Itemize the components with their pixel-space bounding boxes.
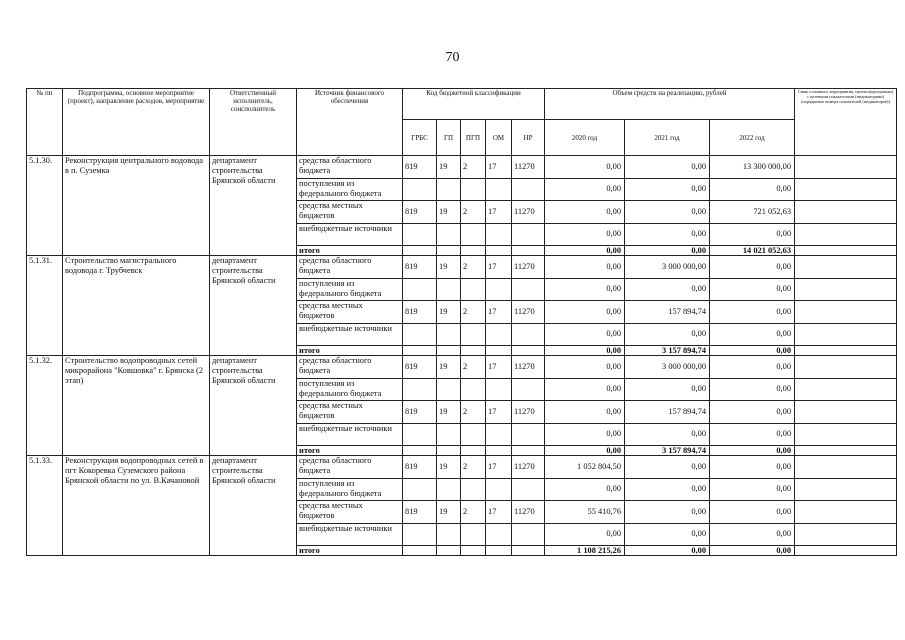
code-np: 11270: [512, 401, 545, 424]
value-y2021: 0,00: [625, 223, 710, 246]
code-om: 17: [486, 301, 512, 324]
code-gp-empty: [437, 346, 461, 356]
code-gp: [437, 423, 461, 446]
link-cell: [795, 223, 897, 246]
total-y2021: 3 157 894,74: [625, 446, 710, 456]
code-grbs-empty: [403, 246, 437, 256]
project-responsible: департамент строительства Брянской области: [210, 156, 297, 256]
code-grbs: [403, 478, 437, 501]
value-y2022: 0,00: [710, 301, 795, 324]
value-y2022: 0,00: [710, 423, 795, 446]
source-total: итого: [297, 246, 403, 256]
value-y2020: 0,00: [545, 323, 625, 346]
code-om-empty: [486, 346, 512, 356]
total-y2022: 14 021 052,63: [710, 246, 795, 256]
code-np-empty: [512, 246, 545, 256]
code-np: 11270: [512, 301, 545, 324]
code-pgp: [461, 523, 486, 546]
link-cell: [795, 378, 897, 401]
code-pgp: 2: [461, 201, 486, 224]
code-om: [486, 178, 512, 201]
header-2020: 2020 год: [545, 120, 625, 156]
code-pgp: 2: [461, 301, 486, 324]
value-y2022: 0,00: [710, 178, 795, 201]
code-gp: [437, 178, 461, 201]
project-responsible: департамент строительства Брянской области: [210, 256, 297, 356]
link-cell: [795, 478, 897, 501]
code-pgp-empty: [461, 546, 486, 556]
code-gp-empty: [437, 546, 461, 556]
source-total: итого: [297, 346, 403, 356]
value-y2020: 0,00: [545, 356, 625, 379]
code-om: [486, 378, 512, 401]
project-number: 5.1.30.: [27, 156, 63, 256]
code-pgp-empty: [461, 346, 486, 356]
code-gp: 19: [437, 356, 461, 379]
code-grbs-empty: [403, 546, 437, 556]
table-row: [27, 156, 897, 179]
header-volume: Объем средств на реализацию, рублей: [545, 89, 795, 120]
code-gp: [437, 323, 461, 346]
value-y2020: 0,00: [545, 378, 625, 401]
code-pgp-empty: [461, 246, 486, 256]
table-row: [27, 256, 897, 279]
code-om: 17: [486, 501, 512, 524]
code-np: 11270: [512, 201, 545, 224]
link-cell: [795, 401, 897, 424]
code-gp: [437, 523, 461, 546]
code-om: 17: [486, 401, 512, 424]
code-grbs: 819: [403, 456, 437, 479]
value-y2021: 0,00: [625, 523, 710, 546]
code-om-empty: [486, 446, 512, 456]
code-grbs: 819: [403, 156, 437, 179]
code-pgp: [461, 178, 486, 201]
value-y2021: 157 894,74: [625, 401, 710, 424]
header-budget-code: Код бюджетной классификации: [403, 89, 545, 120]
code-om: [486, 478, 512, 501]
value-y2021: 0,00: [625, 378, 710, 401]
table-row: [27, 456, 897, 479]
source-total: итого: [297, 546, 403, 556]
value-y2021: 0,00: [625, 501, 710, 524]
code-om: 17: [486, 456, 512, 479]
project-number: 5.1.33.: [27, 456, 63, 556]
code-np: [512, 278, 545, 301]
value-y2020: 0,00: [545, 156, 625, 179]
code-gp-empty: [437, 446, 461, 456]
value-y2022: 0,00: [710, 278, 795, 301]
link-cell: [795, 446, 897, 456]
code-np: 11270: [512, 356, 545, 379]
code-pgp: [461, 278, 486, 301]
source-regional: средства областного бюджета: [297, 456, 403, 479]
value-y2021: 0,00: [625, 178, 710, 201]
code-grbs: 819: [403, 301, 437, 324]
header-np: НР: [512, 120, 545, 156]
code-gp: 19: [437, 301, 461, 324]
code-grbs: 819: [403, 201, 437, 224]
code-pgp: 2: [461, 356, 486, 379]
header-pgp: ПГП: [461, 120, 486, 156]
value-y2021: 0,00: [625, 201, 710, 224]
code-pgp: [461, 378, 486, 401]
value-y2020: 0,00: [545, 478, 625, 501]
code-gp: [437, 223, 461, 246]
page-number: 70: [445, 50, 460, 65]
project-name: Реконструкция центрального водовода в п. Суземка: [63, 156, 210, 256]
value-y2020: 0,00: [545, 523, 625, 546]
header-link: Связь основного мероприятия, проекта(программы) с целевыми показателями (индикаторами) (порядковые номера показателей (индикаторов)): [795, 89, 897, 156]
table-row: [27, 356, 897, 379]
code-pgp: 2: [461, 456, 486, 479]
code-gp: [437, 278, 461, 301]
code-np: [512, 223, 545, 246]
code-om: [486, 223, 512, 246]
total-y2020: 0,00: [545, 446, 625, 456]
value-y2022: 0,00: [710, 356, 795, 379]
header-responsible: Ответственный исполнитель, соисполнитель: [210, 89, 297, 156]
value-y2020: 0,00: [545, 301, 625, 324]
source-federal: поступления из федерального бюджета: [297, 378, 403, 401]
total-y2021: 0,00: [625, 246, 710, 256]
code-om: 17: [486, 356, 512, 379]
source-federal: поступления из федерального бюджета: [297, 478, 403, 501]
source-offbudget: внебюджетные источники: [297, 523, 403, 546]
code-np: 11270: [512, 156, 545, 179]
header-om: ОМ: [486, 120, 512, 156]
code-pgp-empty: [461, 446, 486, 456]
total-y2020: 1 108 215,26: [545, 546, 625, 556]
code-gp: 19: [437, 501, 461, 524]
value-y2021: 0,00: [625, 278, 710, 301]
source-regional: средства областного бюджета: [297, 256, 403, 279]
value-y2021: 0,00: [625, 156, 710, 179]
table-body: [27, 156, 897, 556]
code-pgp: [461, 223, 486, 246]
header-no: № пп: [27, 89, 63, 156]
project-name: Реконструкция водопроводных сетей в пгт Кокоревка Суземского района Брянской области по ул. В.Качановой: [63, 456, 210, 556]
project-number: 5.1.32.: [27, 356, 63, 456]
source-local: средства местных бюджетов: [297, 401, 403, 424]
value-y2022: 0,00: [710, 378, 795, 401]
source-regional: средства областного бюджета: [297, 156, 403, 179]
code-grbs: 819: [403, 401, 437, 424]
value-y2020: 55 410,76: [545, 501, 625, 524]
code-grbs: [403, 178, 437, 201]
code-pgp: 2: [461, 501, 486, 524]
code-np-empty: [512, 546, 545, 556]
code-pgp: 2: [461, 156, 486, 179]
code-gp: [437, 378, 461, 401]
link-cell: [795, 346, 897, 356]
value-y2022: 0,00: [710, 523, 795, 546]
code-np: 11270: [512, 501, 545, 524]
code-pgp: 2: [461, 256, 486, 279]
financing-table: [26, 88, 897, 556]
code-grbs: [403, 378, 437, 401]
code-om: [486, 523, 512, 546]
code-pgp: [461, 478, 486, 501]
code-gp: 19: [437, 456, 461, 479]
value-y2022: 0,00: [710, 478, 795, 501]
link-cell: [795, 156, 897, 179]
source-federal: поступления из федерального бюджета: [297, 178, 403, 201]
total-y2021: 3 157 894,74: [625, 346, 710, 356]
value-y2020: 0,00: [545, 278, 625, 301]
value-y2020: 0,00: [545, 423, 625, 446]
code-om: [486, 278, 512, 301]
total-y2020: 0,00: [545, 246, 625, 256]
code-om-empty: [486, 246, 512, 256]
link-cell: [795, 246, 897, 256]
code-om: 17: [486, 156, 512, 179]
link-cell: [795, 423, 897, 446]
project-name: Строительство магистрального водовода г. Трубчевск: [63, 256, 210, 356]
total-y2021: 0,00: [625, 546, 710, 556]
value-y2021: 3 000 000,00: [625, 356, 710, 379]
value-y2020: 0,00: [545, 401, 625, 424]
link-cell: [795, 256, 897, 279]
code-grbs-empty: [403, 446, 437, 456]
code-om: [486, 323, 512, 346]
link-cell: [795, 546, 897, 556]
source-offbudget: внебюджетные источники: [297, 323, 403, 346]
source-offbudget: внебюджетные источники: [297, 223, 403, 246]
link-cell: [795, 323, 897, 346]
source-offbudget: внебюджетные источники: [297, 423, 403, 446]
value-y2020: 0,00: [545, 223, 625, 246]
project-responsible: департамент строительства Брянской области: [210, 456, 297, 556]
code-np: [512, 523, 545, 546]
link-cell: [795, 178, 897, 201]
code-gp: 19: [437, 401, 461, 424]
code-grbs: [403, 523, 437, 546]
code-grbs: 819: [403, 256, 437, 279]
link-cell: [795, 523, 897, 546]
value-y2022: 0,00: [710, 501, 795, 524]
value-y2021: 3 000 000,00: [625, 256, 710, 279]
value-y2021: 0,00: [625, 456, 710, 479]
value-y2022: 0,00: [710, 223, 795, 246]
header-subprogram: Подпрограмма, основное мероприятие (проект), направление расходов, мероприятие: [63, 89, 210, 156]
link-cell: [795, 278, 897, 301]
code-gp: 19: [437, 256, 461, 279]
code-grbs-empty: [403, 346, 437, 356]
value-y2021: 157 894,74: [625, 301, 710, 324]
value-y2020: 0,00: [545, 201, 625, 224]
code-gp: 19: [437, 156, 461, 179]
header-2022: 2022 год: [710, 120, 795, 156]
value-y2021: 0,00: [625, 478, 710, 501]
value-y2021: 0,00: [625, 423, 710, 446]
code-np-empty: [512, 446, 545, 456]
code-grbs: [403, 323, 437, 346]
project-number: 5.1.31.: [27, 256, 63, 356]
code-np: 11270: [512, 256, 545, 279]
value-y2020: 0,00: [545, 256, 625, 279]
value-y2022: 721 052,63: [710, 201, 795, 224]
value-y2022: 13 300 000,00: [710, 156, 795, 179]
value-y2022: 0,00: [710, 456, 795, 479]
header-gp: ГП: [437, 120, 461, 156]
code-om: 17: [486, 256, 512, 279]
link-cell: [795, 301, 897, 324]
code-pgp: [461, 323, 486, 346]
source-regional: средства областного бюджета: [297, 356, 403, 379]
code-grbs: [403, 278, 437, 301]
total-y2022: 0,00: [710, 346, 795, 356]
code-np: [512, 378, 545, 401]
code-grbs: [403, 223, 437, 246]
code-np: 11270: [512, 456, 545, 479]
link-cell: [795, 201, 897, 224]
value-y2021: 0,00: [625, 323, 710, 346]
link-cell: [795, 456, 897, 479]
code-grbs: [403, 423, 437, 446]
source-local: средства местных бюджетов: [297, 301, 403, 324]
code-om-empty: [486, 546, 512, 556]
code-grbs: 819: [403, 356, 437, 379]
code-gp-empty: [437, 246, 461, 256]
source-federal: поступления из федерального бюджета: [297, 278, 403, 301]
total-y2022: 0,00: [710, 446, 795, 456]
code-pgp: [461, 423, 486, 446]
code-np: [512, 323, 545, 346]
header-grbs: ГРБС: [403, 120, 437, 156]
code-np: [512, 178, 545, 201]
value-y2020: 0,00: [545, 178, 625, 201]
code-pgp: 2: [461, 401, 486, 424]
code-grbs: 819: [403, 501, 437, 524]
header-source: Источник финансового обеспечения: [297, 89, 403, 156]
link-cell: [795, 356, 897, 379]
value-y2022: 0,00: [710, 401, 795, 424]
link-cell: [795, 501, 897, 524]
project-responsible: департамент строительства Брянской области: [210, 356, 297, 456]
value-y2022: 0,00: [710, 323, 795, 346]
code-np: [512, 478, 545, 501]
total-y2022: 0,00: [710, 546, 795, 556]
code-gp: 19: [437, 201, 461, 224]
source-local: средства местных бюджетов: [297, 201, 403, 224]
value-y2020: 1 052 804,50: [545, 456, 625, 479]
source-total: итого: [297, 446, 403, 456]
code-np: [512, 423, 545, 446]
header-2021: 2021 год: [625, 120, 710, 156]
code-np-empty: [512, 346, 545, 356]
value-y2022: 0,00: [710, 256, 795, 279]
total-y2020: 0,00: [545, 346, 625, 356]
source-local: средства местных бюджетов: [297, 501, 403, 524]
project-name: Строительство водопроводных сетей микрорайона "Ковшовка" г. Брянска (2 этап): [63, 356, 210, 456]
code-om: 17: [486, 201, 512, 224]
code-om: [486, 423, 512, 446]
code-gp: [437, 478, 461, 501]
